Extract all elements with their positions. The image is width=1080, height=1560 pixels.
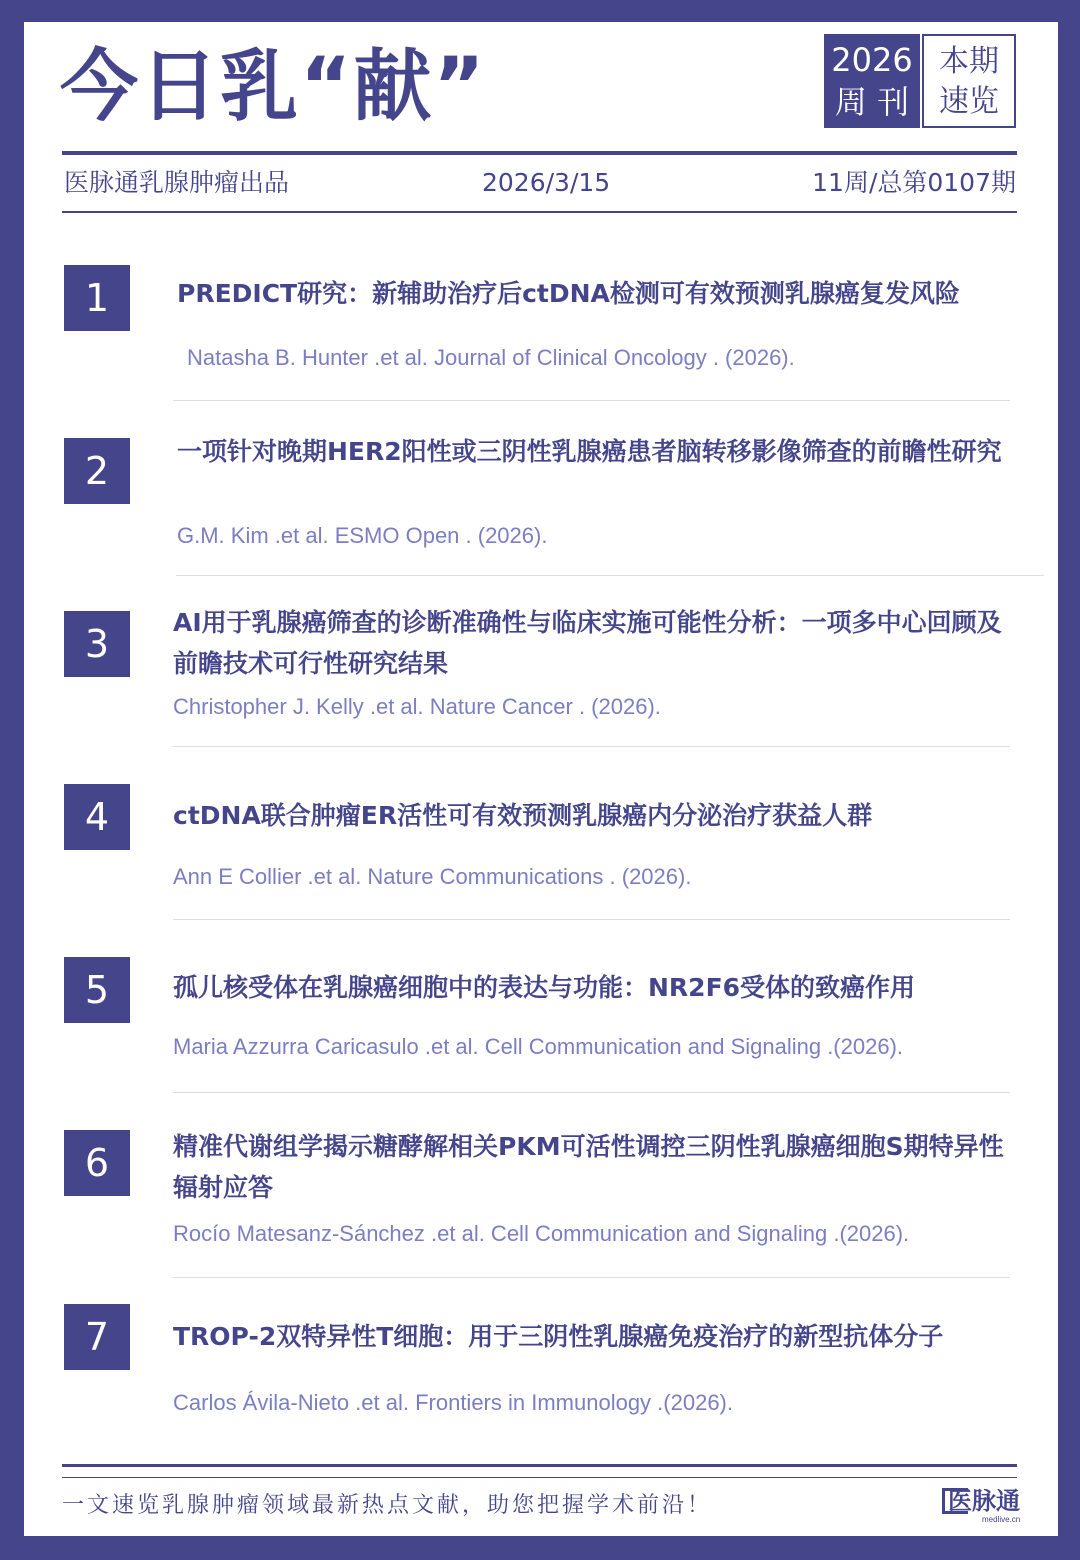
article-citation: Maria Azzurra Caricasulo .et al. Cell Communication and Signaling .(2026). [173, 1034, 904, 1059]
article-number: 5 [64, 957, 130, 1023]
article-number: 3 [64, 611, 130, 677]
publisher: 医脉通乳腺肿瘤出品 [64, 168, 290, 197]
issue-label-block [922, 34, 1016, 128]
logo-domain: medlive.cn [982, 1515, 1021, 1524]
newsletter-page [24, 22, 1058, 1536]
issue-date: 2026/3/15 [482, 168, 611, 197]
footer-rule [62, 1464, 1017, 1467]
article-title[interactable]: AI用于乳腺癌筛查的诊断准确性与临床实施可能性分析：一项多中心回顾及前瞻技术可行性研究结果 [173, 608, 1002, 678]
article-number: 7 [64, 1304, 130, 1370]
article-citation: G.M. Kim .et al. ESMO Open . (2026). [177, 523, 548, 548]
footer-rule-thin [62, 1477, 1017, 1478]
article-citation: Ann E Collier .et al. Nature Communications . (2026). [173, 864, 692, 889]
article-title[interactable]: PREDICT研究：新辅助治疗后ctDNA检测可有效预测乳腺癌复发风险 [177, 279, 960, 308]
issue-type-block [824, 34, 920, 128]
article-title[interactable]: 精准代谢组学揭示糖酵解相关PKM可活性调控三阴性乳腺癌细胞S期特异性辐射应答 [173, 1132, 1004, 1202]
header-rule [62, 151, 1017, 155]
article-title[interactable]: 孤儿核受体在乳腺癌细胞中的表达与功能：NR2F6受体的致癌作用 [173, 973, 916, 1002]
article-separator [173, 400, 1010, 401]
issue-year: 2026 [831, 41, 913, 79]
issue-badge [824, 34, 1016, 128]
article-title[interactable]: 一项针对晚期HER2阳性或三阴性乳腺癌患者脑转移影像筛查的前瞻性研究 [177, 437, 1002, 466]
logo-text: 医脉通 [948, 1487, 1020, 1515]
issue-label-top: 本期 [939, 44, 999, 79]
meta-rule [62, 211, 1017, 213]
issue-number: 11周/总第0107期 [812, 168, 1016, 197]
article-citation: Carlos Ávila-Nieto .et al. Frontiers in Immunology .(2026). [173, 1390, 733, 1415]
article-number: 1 [64, 265, 130, 331]
article-separator [173, 1277, 1010, 1278]
article-citation: Rocío Matesanz-Sánchez .et al. Cell Communication and Signaling .(2026). [173, 1221, 910, 1246]
brand-title: 今日乳“献” [60, 42, 487, 132]
article-number: 2 [64, 438, 130, 504]
article-separator [173, 919, 1010, 920]
issue-label-bottom: 速览 [939, 84, 999, 119]
article-citation: Christopher J. Kelly .et al. Nature Cancer . (2026). [173, 694, 661, 719]
article-number: 6 [64, 1130, 130, 1196]
footer-tagline: 一文速览乳腺肿瘤领域最新热点文献，助您把握学术前沿！ [62, 1493, 713, 1518]
article-title[interactable]: TROP-2双特异性T细胞：用于三阴性乳腺癌免疫治疗的新型抗体分子 [173, 1322, 944, 1351]
article-separator [173, 746, 1010, 747]
medlive-logo [942, 1484, 1024, 1524]
article-separator [176, 575, 1044, 576]
article-separator [173, 1092, 1010, 1093]
issue-type: 周 刊 [834, 83, 910, 121]
article-citation: Natasha B. Hunter .et al. Journal of Clinical Oncology . (2026). [187, 345, 795, 370]
article-number: 4 [64, 784, 130, 850]
article-title[interactable]: ctDNA联合肿瘤ER活性可有效预测乳腺癌内分泌治疗获益人群 [173, 801, 873, 830]
